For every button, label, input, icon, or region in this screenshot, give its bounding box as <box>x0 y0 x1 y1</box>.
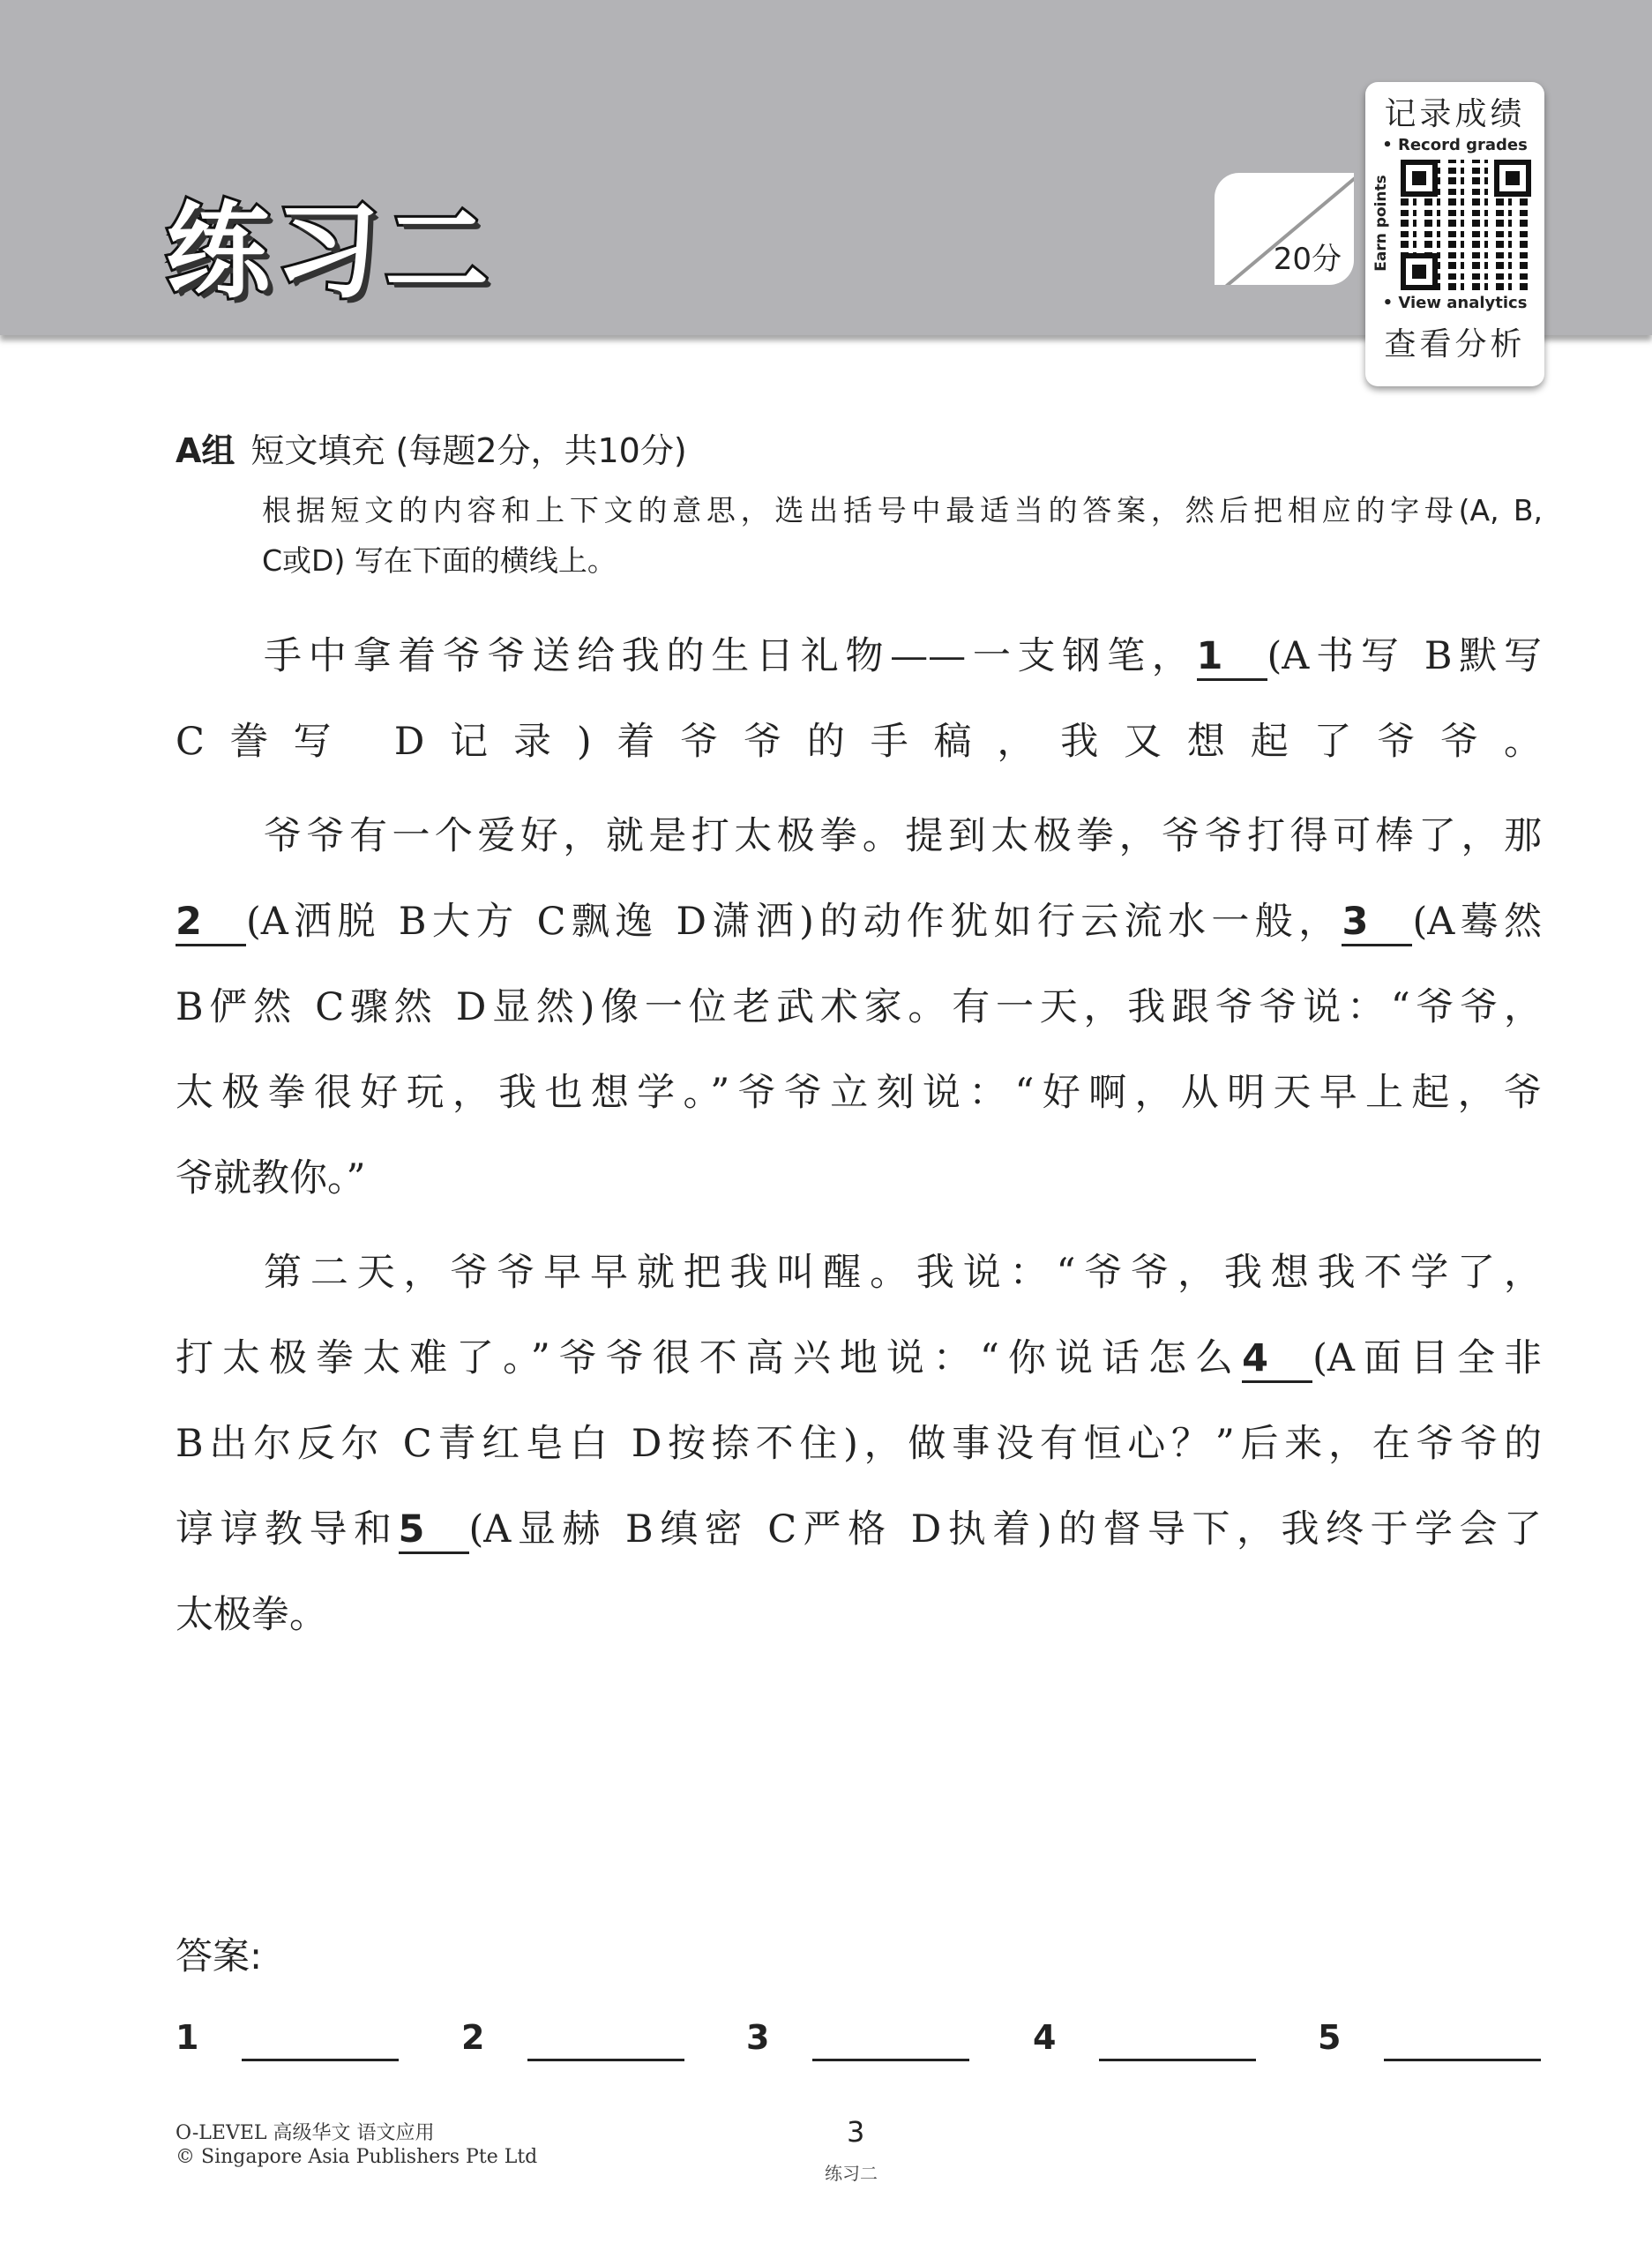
passage-line <box>176 1065 1542 1150</box>
instruction-line: 根据短文的内容和上下文的意思，选出括号中最适当的答案，然后把相应的字母(A, B, <box>262 493 1543 527</box>
answers-label: 答案: <box>176 1934 263 1978</box>
answer-line[interactable] <box>812 2059 969 2061</box>
footer-credits <box>176 2121 537 2169</box>
qr-finder-icon <box>1401 160 1438 197</box>
answer-blank[interactable]: 3 <box>1342 900 1412 946</box>
footer-page-title: 练习二 <box>825 2163 878 2184</box>
passage-text: 第二天，爷爷早早就把我叫醒。我说：“爷爷，我想我不学了， <box>264 1251 1542 1295</box>
answer-blank[interactable]: 1 <box>1197 634 1267 681</box>
passage-line <box>176 893 1542 979</box>
qr-title-cn: 记录成绩 <box>1384 96 1526 132</box>
passage-line <box>176 1587 1542 1672</box>
qr-earn-points: Earn points <box>1372 175 1390 272</box>
total-score: 20分 <box>1273 242 1342 277</box>
answer-number: 2 <box>461 2018 485 2057</box>
passage-text: 打太极拳太难了。”爷爷很不高兴地说：“你说话怎么 <box>176 1336 1243 1380</box>
passage-text: (A洒脱 B大方 C飘逸 D潇洒)的动作犹如行云流水一般， <box>246 900 1342 944</box>
passage-text: 爷就教你。” <box>176 1156 366 1200</box>
page-title: 练习二 <box>166 191 495 312</box>
paragraph <box>176 808 1542 1236</box>
score-box <box>1215 173 1354 285</box>
page-number: 3 <box>847 2115 865 2149</box>
qr-title-bottom-cn: 查看分析 <box>1384 326 1526 363</box>
copyright: © Singapore Asia Publishers Pte Ltd <box>176 2146 538 2168</box>
passage-text: 手中拿着爷爷送给我的生日礼物——一支钢笔， <box>264 634 1197 678</box>
passage-text: B出尔反尔 C青红皂白 D按捺不住)，做事没有恒心？”后来，在爷爷的 <box>176 1422 1542 1466</box>
instructions <box>262 485 1543 586</box>
passage-text: 爷爷有一个爱好，就是打太极拳。提到太极拳，爷爷打得可棒了，那 <box>264 814 1542 858</box>
qr-record-grades: • Record grades <box>1382 136 1528 154</box>
section-heading <box>176 423 687 472</box>
passage-line <box>176 1245 1542 1330</box>
passage-line <box>176 1416 1542 1501</box>
qr-finder-icon <box>1494 160 1531 197</box>
passage-text: (A蓦然 <box>1412 900 1542 944</box>
book-title: O-LEVEL 高级华文 语文应用 <box>176 2122 435 2144</box>
answer-blank[interactable]: 2 <box>176 900 246 946</box>
passage-text: (A面目全非 <box>1312 1336 1542 1380</box>
passage-text: 太极拳很好玩，我也想学。”爷爷立刻说：“好啊，从明天早上起，爷 <box>176 1071 1542 1115</box>
passage-text: (A显赫 B缜密 C严格 D执着)的督导下，我终于学会了 <box>468 1507 1543 1551</box>
answer-line[interactable] <box>527 2059 684 2061</box>
answer-number: 4 <box>1033 2018 1057 2057</box>
passage <box>176 628 1542 1681</box>
answer-blank[interactable]: 5 <box>399 1507 469 1554</box>
passage-text: (A书写 B默写 <box>1267 634 1542 678</box>
passage-line <box>176 628 1542 714</box>
instruction-line: C或D) 写在下面的横线上。 <box>262 543 617 578</box>
passage-text: C誊写 D记录)着爷爷的手稿，我又想起了爷爷。 <box>176 720 1542 764</box>
passage-line <box>176 1501 1542 1587</box>
answer-line[interactable] <box>1099 2059 1256 2061</box>
paragraph <box>176 1245 1542 1672</box>
qr-view-analytics: • View analytics <box>1382 294 1528 312</box>
qr-finder-icon <box>1401 253 1438 290</box>
passage-text: B俨然 C骤然 D显然)像一位老武术家。有一天，我跟爷爷说：“爷爷， <box>176 985 1542 1029</box>
paragraph <box>176 628 1542 799</box>
section-title: 短文填充 (每题2分，共10分) <box>250 431 687 470</box>
passage-line <box>176 714 1542 799</box>
passage-text: 谆谆教导和 <box>176 1507 399 1551</box>
passage-line <box>176 1330 1542 1416</box>
answer-number: 5 <box>1318 2018 1342 2057</box>
passage-line <box>176 1150 1542 1236</box>
passage-line <box>176 808 1542 893</box>
answer-line[interactable] <box>1384 2059 1541 2061</box>
answer-line[interactable] <box>242 2059 399 2061</box>
answer-blank[interactable]: 4 <box>1242 1336 1312 1383</box>
qr-card[interactable] <box>1365 82 1544 386</box>
passage-line <box>176 979 1542 1065</box>
passage-text: 太极拳。 <box>176 1593 327 1637</box>
section-label: A组 <box>176 431 235 470</box>
answer-number: 3 <box>746 2018 770 2057</box>
answer-number: 1 <box>176 2018 199 2057</box>
